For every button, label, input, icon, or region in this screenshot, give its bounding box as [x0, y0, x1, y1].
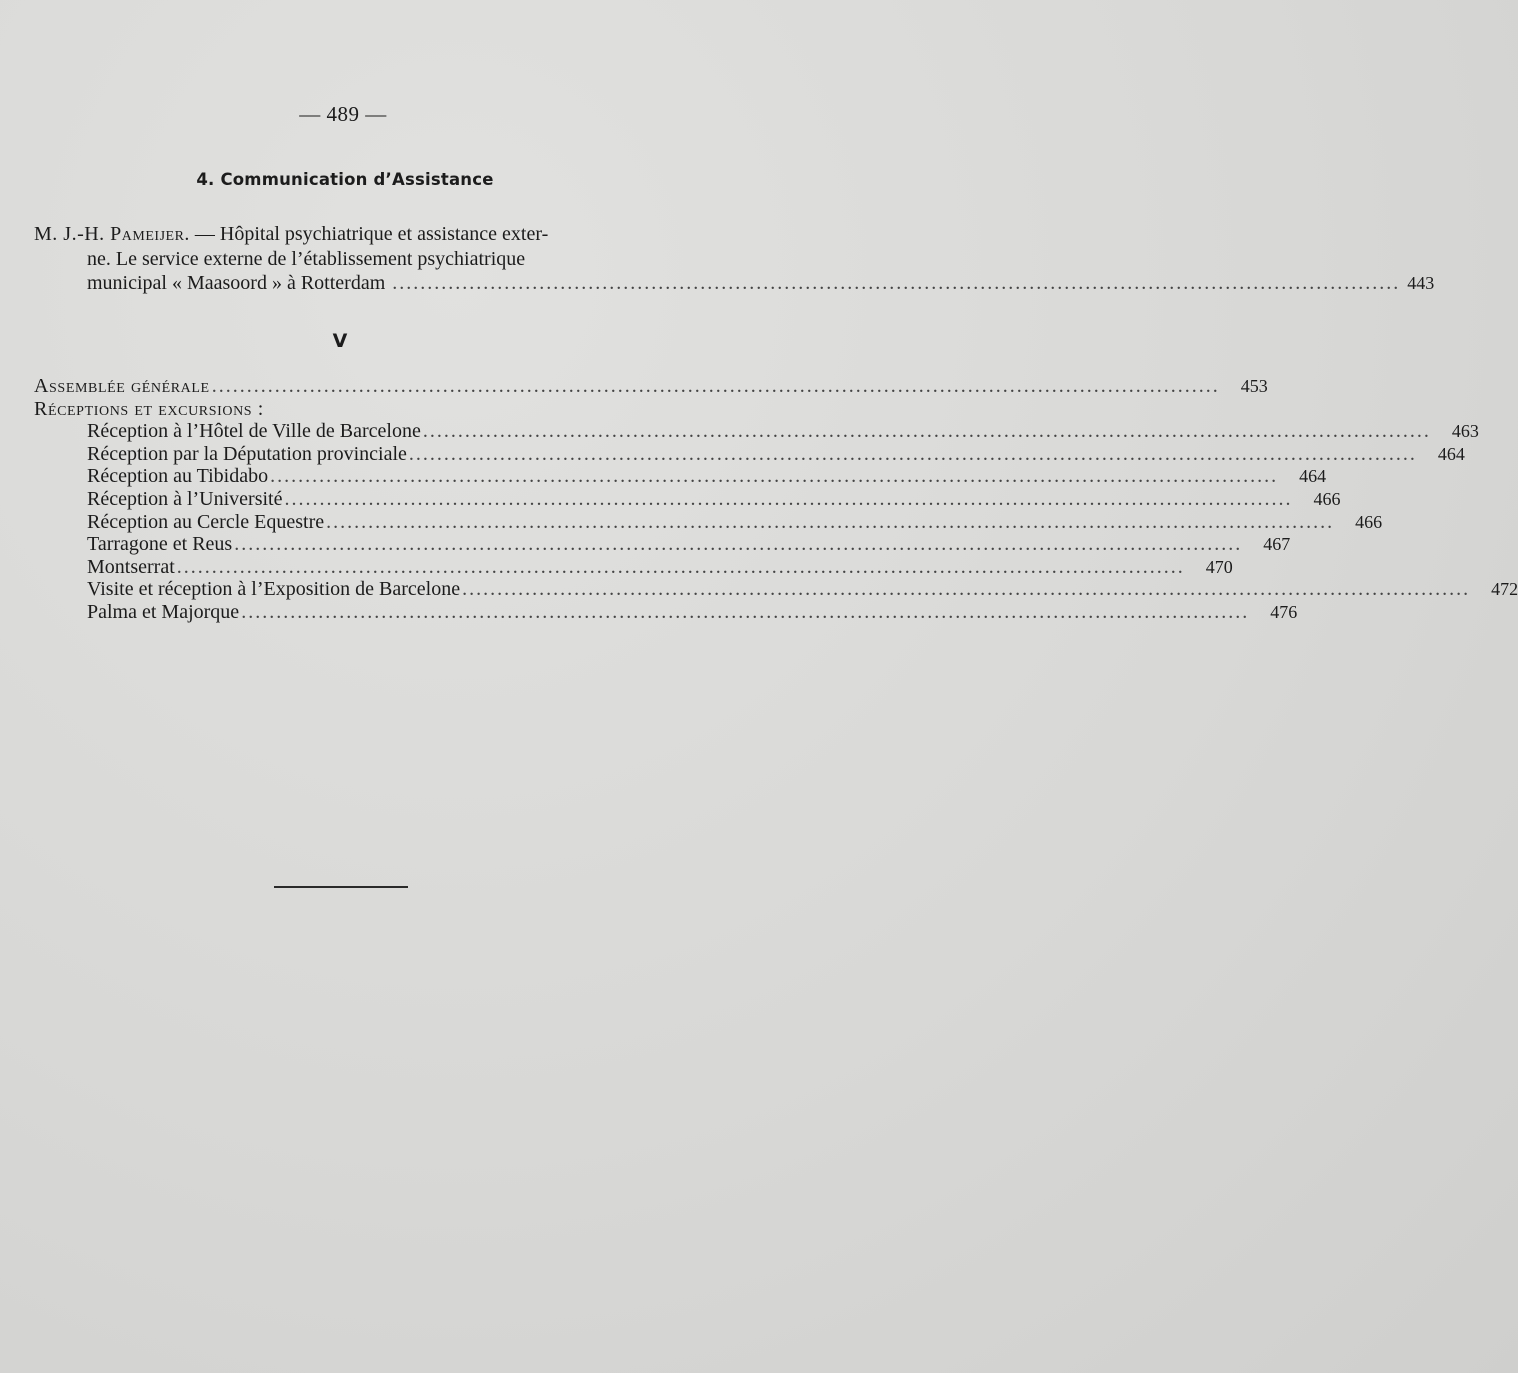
toc-row [34, 578, 1518, 601]
toc-page-number: 472 [1491, 579, 1518, 600]
toc-row-assemblee [34, 375, 1268, 398]
toc-page-number: 466 [1355, 511, 1383, 532]
toc-page-number: 464 [1437, 443, 1465, 464]
toc-row [34, 487, 1341, 511]
dot-leader [407, 443, 1419, 466]
toc-subheading-receptions: Réceptions et excursions : [34, 397, 264, 420]
entry-title-line-2: ne. Le service externe de l’établissement psychiatrique [87, 247, 526, 270]
dot-leader [210, 375, 1222, 398]
dot-leader [421, 420, 1433, 443]
toc-label: Réception par la Députation provinciale [87, 442, 407, 465]
first-entry-line-1 [34, 222, 656, 247]
dot-leader [175, 556, 1187, 579]
toc-page-number: 467 [1263, 534, 1291, 555]
toc-page-number: 463 [1451, 421, 1479, 442]
entry-author: M. J.-H. Pameijer. [34, 223, 190, 245]
toc-page-number: 466 [1313, 488, 1341, 509]
toc-page-number: 453 [1240, 376, 1268, 396]
toc-label: Montserrat [87, 555, 175, 578]
page-number: — 489 — [299, 102, 387, 126]
toc-page-number: 476 [1270, 601, 1298, 622]
toc-page-number: 464 [1299, 466, 1327, 487]
first-entry [34, 222, 1435, 296]
toc-page-number: 470 [1205, 556, 1233, 577]
dot-leader [283, 488, 1295, 511]
dot-leader [232, 533, 1244, 556]
toc-row [34, 420, 1479, 443]
dot-leader [460, 578, 1472, 601]
toc-label: Réception à l’Université [87, 487, 283, 510]
toc-row [34, 555, 1233, 579]
dot-leader [239, 601, 1251, 624]
closing-rule [274, 886, 408, 888]
part-heading: V [332, 330, 348, 352]
entry-title-line-1: — Hôpital psychiatrique et assistance exter- [189, 223, 549, 245]
dot-leader [324, 511, 1336, 534]
toc-label: Réception à l’Hôtel de Ville de Barcelone [87, 420, 421, 443]
toc-row [34, 510, 1383, 534]
dot-leader [390, 272, 1402, 294]
toc-label: Réception au Cercle Equestre [87, 510, 325, 533]
toc-label: Visite et réception à l’Exposition de Barcelone [87, 578, 461, 601]
entry-page-number: 443 [1407, 273, 1435, 293]
toc-row [34, 600, 1298, 624]
toc-label: Réception au Tibidabo [87, 465, 269, 488]
entry-title-line-3-text: municipal « Maasoord » à Rotterdam [87, 272, 386, 294]
entry-title-line-3 [34, 271, 1435, 296]
toc-label: Palma et Majorque [87, 600, 240, 623]
toc-label: Tarragone et Reus [87, 533, 233, 556]
table-of-contents [34, 375, 1518, 624]
toc-row [34, 465, 1327, 488]
section-title: 4. Communication d’Assistance [196, 170, 494, 189]
toc-row [34, 442, 1465, 466]
toc-label: Assemblée générale [34, 375, 210, 397]
toc-row [34, 533, 1291, 556]
dot-leader [268, 465, 1280, 488]
